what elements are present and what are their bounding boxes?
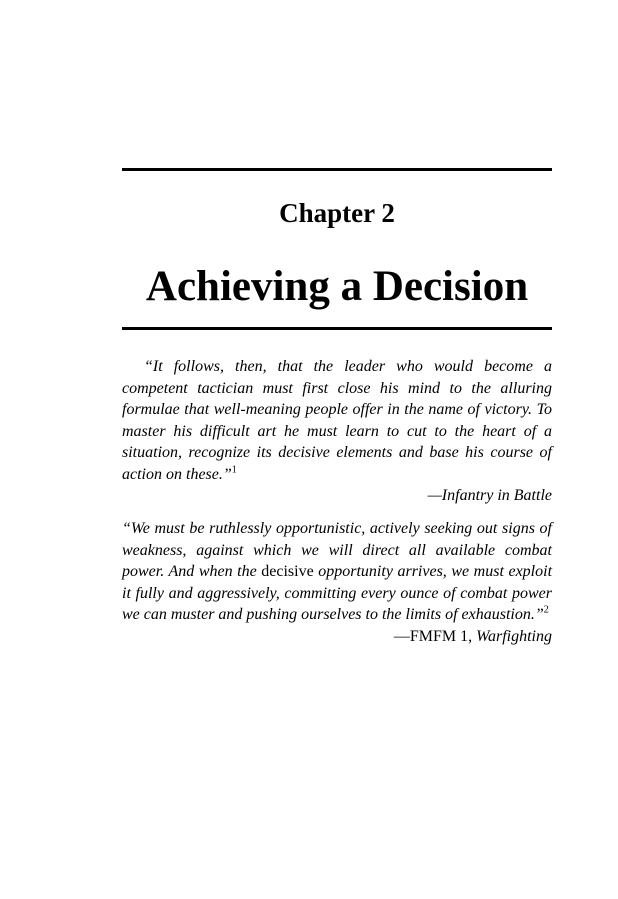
chapter-title: Achieving a Decision (145, 263, 529, 310)
quote-1-body: “It follows, then, that the leader who would become a competent tactician must first close his mind to the alluring formulae that well-meaning people offer in the name of victory. To master his difficult art he must learn to cut to the heart of a situation, recognize its decisive elements and base his course of action on these.” (122, 358, 552, 483)
quote-2-body-end: opportunity arrives, we must exploit it fully and aggressively, committing every ounce of combat power we can muster and pushing ourselves to the limits of exhaustion.” (122, 563, 553, 623)
epigraph-quote-1 (122, 356, 552, 507)
quote-2-attribution-source: —FMFM 1, (393, 627, 473, 645)
quote-2-attribution-work: Warfighting (476, 627, 552, 645)
footnote-marker-1: 1 (231, 464, 237, 476)
epigraph-quote-2 (122, 518, 552, 647)
quote-2-upright-word: decisive (261, 563, 314, 580)
quote-1-attribution: —Infantry in Battle (427, 487, 552, 504)
quote-2-attribution (122, 626, 552, 648)
chapter-number: Chapter 2 (279, 198, 395, 228)
quote-2-text (122, 518, 552, 626)
quote-2-body-start: “We must be ruthlessly opportunistic, actively seeking out signs of weakness, against which we will direct all available combat power. And when the (122, 520, 552, 580)
top-rule (122, 168, 552, 171)
bottom-rule (122, 327, 552, 330)
footnote-marker-2: 2 (543, 604, 549, 616)
quote-1-text (122, 356, 552, 485)
